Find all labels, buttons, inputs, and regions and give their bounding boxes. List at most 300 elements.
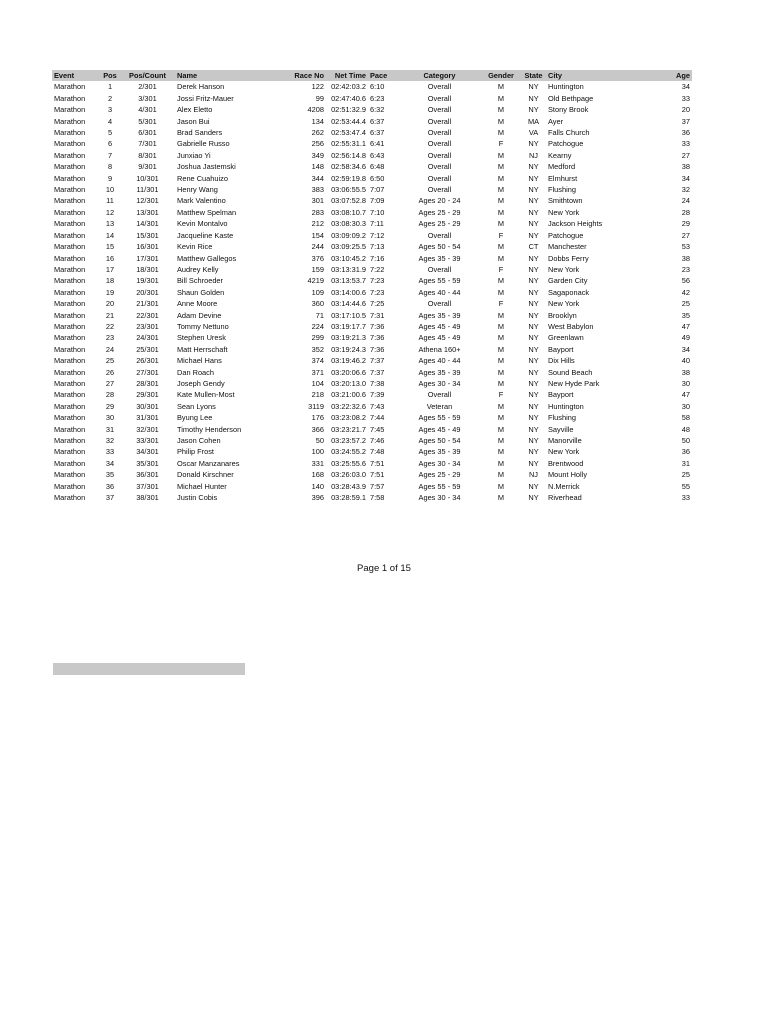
cell-race-no: 283	[311, 207, 324, 217]
cell-race-no: 4219	[307, 276, 324, 286]
cell-race-no: 244	[311, 242, 324, 252]
column-header-name: Name	[175, 70, 276, 81]
column-header-net-time: Net Time	[326, 70, 368, 81]
cell-pos: 16	[105, 253, 115, 263]
cell-pos: 19	[105, 287, 115, 297]
cell-pace: 7:46	[370, 436, 385, 445]
cell-city: Bayport	[548, 390, 574, 400]
cell-category: Overall	[427, 116, 452, 126]
cell-name: Sean Lyons	[177, 401, 216, 411]
cell-race-no: 352	[311, 344, 324, 354]
cell-pace: 7:51	[370, 470, 385, 480]
cell-state: NY	[528, 321, 539, 331]
cell-net-time: 03:08:30.3	[331, 219, 366, 229]
cell-gender: M	[497, 242, 505, 252]
cell-age: 53	[681, 242, 690, 252]
cell-city: Kearny	[548, 150, 572, 160]
cell-event: Marathon	[54, 207, 86, 217]
cell-race-no: 71	[315, 310, 324, 320]
table-row	[52, 241, 692, 252]
cell-name: Jossi Fritz-Mauer	[177, 93, 234, 103]
cell-race-no: 344	[311, 173, 324, 183]
cell-city: Bayport	[548, 344, 574, 354]
cell-pos: 5	[107, 128, 113, 138]
cell-name: Matt Herrschaft	[177, 344, 228, 354]
cell-city: Garden City	[548, 276, 588, 286]
cell-category: Ages 45 - 49	[418, 321, 461, 331]
cell-city: Mount Holly	[548, 470, 588, 480]
cell-age: 24	[681, 196, 690, 206]
cell-pace: 7:07	[370, 185, 385, 195]
cell-pace: 6:50	[370, 173, 385, 183]
cell-pos-count: 26/301	[136, 356, 159, 366]
cell-city: Greenlawn	[548, 333, 584, 343]
cell-age: 36	[681, 447, 690, 457]
cell-gender: M	[497, 401, 505, 411]
cell-pos-count: 16/301	[136, 242, 159, 252]
cell-age: 25	[681, 299, 690, 309]
cell-pos-count: 10/301	[136, 173, 159, 183]
cell-category: Overall	[427, 82, 452, 92]
cell-state: NY	[528, 493, 539, 503]
table-row	[52, 344, 692, 355]
cell-race-no: 299	[311, 333, 324, 343]
cell-pos-count: 30/301	[136, 401, 159, 411]
cell-pos-count: 24/301	[136, 333, 159, 343]
cell-gender: M	[497, 116, 505, 126]
cell-name: Gabrielle Russo	[177, 139, 230, 149]
cell-city: Sagaponack	[548, 287, 590, 297]
cell-state: NY	[528, 93, 539, 103]
table-row	[52, 287, 692, 298]
cell-pos-count: 19/301	[136, 276, 159, 286]
cell-race-no: 109	[311, 287, 324, 297]
cell-pos-count: 8/301	[138, 150, 157, 160]
cell-category: Ages 40 - 44	[418, 287, 461, 297]
cell-pace: 6:41	[370, 139, 385, 149]
cell-net-time: 02:42:03.2	[331, 82, 366, 92]
cell-event: Marathon	[54, 424, 86, 434]
cell-gender: M	[497, 436, 505, 445]
table-row	[52, 93, 692, 104]
cell-category: Ages 25 - 29	[418, 207, 461, 217]
cell-category: Ages 30 - 34	[418, 378, 461, 388]
cell-category: Ages 45 - 49	[418, 333, 461, 343]
table-row	[52, 389, 692, 400]
cell-state: NY	[528, 333, 539, 343]
cell-city: New York	[548, 264, 580, 274]
cell-gender: F	[498, 264, 504, 274]
cell-category: Overall	[427, 128, 452, 138]
cell-pos: 1	[107, 82, 113, 92]
cell-gender: M	[497, 424, 505, 434]
cell-net-time: 02:56:14.8	[331, 150, 366, 160]
table-row	[52, 275, 692, 286]
cell-age: 32	[681, 185, 690, 195]
cell-age: 38	[681, 367, 690, 377]
cell-city: Ayer	[548, 116, 564, 126]
cell-state: NJ	[528, 470, 539, 480]
cell-gender: M	[497, 162, 505, 172]
cell-net-time: 02:53:47.4	[331, 128, 366, 138]
cell-name: Jason Cohen	[177, 436, 221, 445]
cell-race-no: 371	[311, 367, 324, 377]
cell-category: Ages 30 - 34	[418, 458, 461, 468]
cell-age: 31	[681, 458, 690, 468]
cell-event: Marathon	[54, 310, 86, 320]
cell-event: Marathon	[54, 299, 86, 309]
cell-name: Bill Schroeder	[177, 276, 224, 286]
gray-bar	[53, 663, 245, 675]
cell-city: Flushing	[548, 413, 576, 423]
cell-pos: 17	[105, 264, 115, 274]
cell-race-no: 349	[311, 150, 324, 160]
cell-pos-count: 35/301	[136, 458, 159, 468]
cell-pos: 36	[105, 481, 115, 491]
cell-state: NY	[528, 356, 539, 366]
cell-gender: M	[497, 447, 505, 457]
cell-event: Marathon	[54, 128, 86, 138]
cell-pos: 7	[107, 150, 113, 160]
cell-pace: 7:57	[370, 481, 385, 491]
cell-state: NY	[528, 390, 539, 400]
cell-pos-count: 29/301	[136, 390, 159, 400]
cell-event: Marathon	[54, 413, 86, 423]
cell-event: Marathon	[54, 105, 86, 115]
cell-state: NY	[528, 413, 539, 423]
cell-pos-count: 4/301	[138, 105, 157, 115]
cell-event: Marathon	[54, 82, 86, 92]
cell-city: Manchester	[548, 242, 587, 252]
cell-pace: 7:25	[370, 299, 385, 309]
cell-city: New York	[548, 207, 580, 217]
cell-age: 34	[681, 82, 690, 92]
cell-name: Stephen Uresk	[177, 333, 226, 343]
cell-pace: 7:37	[370, 367, 385, 377]
cell-name: Michael Hans	[177, 356, 222, 366]
cell-race-no: 212	[311, 219, 324, 229]
cell-pace: 7:43	[370, 401, 385, 411]
cell-net-time: 02:55:31.1	[331, 139, 366, 149]
cell-gender: M	[497, 253, 505, 263]
cell-name: Matthew Spelman	[177, 207, 237, 217]
cell-gender: M	[497, 367, 505, 377]
cell-race-no: 134	[311, 116, 324, 126]
cell-city: New Hyde Park	[548, 378, 600, 388]
cell-age: 34	[681, 173, 690, 183]
cell-city: West Babylon	[548, 321, 594, 331]
cell-state: NY	[528, 287, 539, 297]
cell-event: Marathon	[54, 242, 86, 252]
cell-pos-count: 34/301	[136, 447, 159, 457]
table-row	[52, 116, 692, 127]
cell-pace: 7:38	[370, 378, 385, 388]
cell-city: Brooklyn	[548, 310, 577, 320]
cell-pos-count: 13/301	[136, 207, 159, 217]
table-row	[52, 138, 692, 149]
cell-pos-count: 31/301	[136, 413, 159, 423]
cell-name: Audrey Kelly	[177, 264, 219, 274]
cell-gender: M	[497, 276, 505, 286]
cell-state: MA	[527, 116, 540, 126]
cell-pos-count: 38/301	[136, 493, 159, 503]
cell-city: New York	[548, 299, 580, 309]
cell-net-time: 02:53:44.4	[331, 116, 366, 126]
cell-gender: M	[497, 458, 505, 468]
column-header-pos: Pos	[100, 70, 120, 81]
cell-net-time: 03:06:55.5	[331, 185, 366, 195]
cell-race-no: 376	[311, 253, 324, 263]
cell-net-time: 02:59:19.8	[331, 173, 366, 183]
cell-race-no: 218	[311, 390, 324, 400]
cell-category: Veteran	[426, 401, 453, 411]
cell-race-no: 4208	[307, 105, 324, 115]
cell-event: Marathon	[54, 333, 86, 343]
cell-event: Marathon	[54, 321, 86, 331]
cell-name: Jacqueline Kaste	[177, 230, 234, 240]
cell-city: Sayville	[548, 424, 574, 434]
cell-city: Patchogue	[548, 230, 584, 240]
cell-age: 47	[681, 390, 690, 400]
cell-state: NY	[528, 105, 539, 115]
table-row	[52, 378, 692, 389]
cell-race-no: 374	[311, 356, 324, 366]
cell-gender: F	[498, 390, 504, 400]
column-header-age: Age	[624, 70, 692, 81]
cell-gender: M	[497, 173, 505, 183]
column-header-pace: Pace	[368, 70, 398, 81]
cell-age: 33	[681, 493, 690, 503]
cell-state: NY	[528, 378, 539, 388]
cell-name: Matthew Gallegos	[177, 253, 237, 263]
cell-net-time: 03:10:45.2	[331, 253, 366, 263]
cell-pos-count: 27/301	[136, 367, 159, 377]
table-row	[52, 469, 692, 480]
cell-event: Marathon	[54, 436, 86, 445]
cell-category: Ages 25 - 29	[418, 470, 461, 480]
table-row	[52, 253, 692, 264]
cell-gender: M	[497, 356, 505, 366]
cell-race-no: 331	[311, 458, 324, 468]
cell-pace: 6:37	[370, 116, 385, 126]
cell-pos-count: 3/301	[138, 93, 157, 103]
table-row	[52, 161, 692, 172]
cell-name: Michael Hunter	[177, 481, 227, 491]
header-row	[52, 70, 692, 81]
cell-state: NY	[528, 367, 539, 377]
cell-net-time: 03:09:25.5	[331, 242, 366, 252]
cell-category: Ages 55 - 59	[418, 413, 461, 423]
cell-age: 29	[681, 219, 690, 229]
cell-net-time: 02:47:40.6	[331, 93, 366, 103]
cell-category: Overall	[427, 173, 452, 183]
cell-state: NY	[528, 310, 539, 320]
cell-state: NJ	[528, 150, 539, 160]
cell-pos: 22	[105, 321, 115, 331]
cell-net-time: 03:14:44.6	[331, 299, 366, 309]
table-row	[52, 230, 692, 241]
cell-state: NY	[528, 401, 539, 411]
cell-pos-count: 7/301	[138, 139, 157, 149]
column-header-gender: Gender	[481, 70, 521, 81]
cell-event: Marathon	[54, 230, 86, 240]
page-number: Page 1 of 15	[357, 563, 411, 574]
cell-category: Overall	[427, 139, 452, 149]
cell-state: NY	[528, 219, 539, 229]
cell-age: 27	[681, 150, 690, 160]
cell-name: Junxiao Yi	[177, 150, 211, 160]
table-row	[52, 184, 692, 195]
cell-pos: 10	[105, 185, 115, 195]
cell-net-time: 03:14:00.6	[331, 287, 366, 297]
cell-net-time: 03:28:43.9	[331, 481, 366, 491]
cell-pos: 33	[105, 447, 115, 457]
table-row	[52, 367, 692, 378]
cell-name: Rene Cuahuizo	[177, 173, 228, 183]
cell-category: Ages 35 - 39	[418, 253, 461, 263]
cell-name: Brad Sanders	[177, 128, 223, 138]
cell-category: Overall	[427, 299, 452, 309]
cell-event: Marathon	[54, 162, 86, 172]
cell-name: Derek Hanson	[177, 82, 225, 92]
cell-race-no: 301	[311, 196, 324, 206]
results-table	[52, 70, 692, 503]
cell-gender: M	[497, 219, 505, 229]
cell-race-no: 262	[311, 128, 324, 138]
cell-pace: 7:39	[370, 390, 385, 400]
column-header-category: Category	[398, 70, 481, 81]
table-row	[52, 264, 692, 275]
cell-state: NY	[528, 162, 539, 172]
cell-age: 38	[681, 162, 690, 172]
cell-race-no: 168	[311, 470, 324, 480]
cell-pos: 18	[105, 276, 115, 286]
table-row	[52, 104, 692, 115]
cell-category: Ages 25 - 29	[418, 219, 461, 229]
cell-event: Marathon	[54, 356, 86, 366]
cell-race-no: 366	[311, 424, 324, 434]
cell-net-time: 02:51:32.9	[331, 105, 366, 115]
cell-age: 40	[681, 356, 690, 366]
cell-category: Ages 50 - 54	[418, 436, 461, 445]
cell-city: Dix Hills	[548, 356, 575, 366]
cell-pace: 6:23	[370, 93, 385, 103]
cell-age: 33	[681, 139, 690, 149]
cell-pos-count: 17/301	[136, 253, 159, 263]
cell-gender: M	[497, 93, 505, 103]
table-row	[52, 207, 692, 218]
cell-pos: 20	[105, 299, 115, 309]
table-row	[52, 492, 692, 503]
cell-pos-count: 22/301	[136, 310, 159, 320]
cell-city: Stony Brook	[548, 105, 589, 115]
column-header-state: State	[521, 70, 546, 81]
cell-category: Ages 30 - 34	[418, 493, 461, 503]
cell-state: NY	[528, 424, 539, 434]
cell-race-no: 50	[315, 436, 324, 445]
cell-pos-count: 5/301	[138, 116, 157, 126]
cell-net-time: 03:23:08.2	[331, 413, 366, 423]
cell-state: NY	[528, 276, 539, 286]
cell-city: New York	[548, 447, 580, 457]
cell-age: 47	[681, 321, 690, 331]
cell-state: NY	[528, 230, 539, 240]
cell-city: Smithtown	[548, 196, 583, 206]
table-row	[52, 481, 692, 492]
cell-age: 25	[681, 470, 690, 480]
cell-category: Overall	[427, 150, 452, 160]
cell-state: NY	[528, 185, 539, 195]
cell-gender: M	[497, 333, 505, 343]
cell-gender: M	[497, 321, 505, 331]
cell-category: Overall	[427, 390, 452, 400]
cell-age: 28	[681, 207, 690, 217]
cell-state: NY	[528, 139, 539, 149]
cell-event: Marathon	[54, 493, 86, 503]
column-header-city: City	[546, 70, 624, 81]
cell-pace: 7:58	[370, 493, 385, 503]
cell-pos: 27	[105, 378, 115, 388]
cell-category: Ages 45 - 49	[418, 424, 461, 434]
cell-category: Overall	[427, 185, 452, 195]
cell-pos-count: 23/301	[136, 321, 159, 331]
cell-pos: 9	[107, 173, 113, 183]
cell-pace: 7:22	[370, 264, 385, 274]
cell-pos-count: 12/301	[136, 196, 159, 206]
table-body	[52, 81, 692, 503]
cell-pos-count: 2/301	[138, 82, 157, 92]
cell-pos-count: 28/301	[136, 378, 159, 388]
cell-race-no: 148	[311, 162, 324, 172]
cell-name: Timothy Henderson	[177, 424, 242, 434]
cell-city: Patchogue	[548, 139, 584, 149]
cell-race-no: 122	[311, 82, 324, 92]
column-header-event: Event	[52, 70, 100, 81]
cell-pace: 6:43	[370, 150, 385, 160]
cell-pos: 32	[105, 436, 115, 445]
cell-state: NY	[528, 264, 539, 274]
table-row	[52, 173, 692, 184]
cell-category: Ages 35 - 39	[418, 447, 461, 457]
table-row	[52, 81, 692, 92]
cell-state: NY	[528, 436, 539, 445]
table-row	[52, 195, 692, 206]
cell-name: Byung Lee	[177, 413, 213, 423]
cell-name: Anne Moore	[177, 299, 218, 309]
cell-name: Jason Bui	[177, 116, 210, 126]
cell-category: Overall	[427, 264, 452, 274]
cell-net-time: 03:20:13.0	[331, 378, 366, 388]
cell-pos: 28	[105, 390, 115, 400]
cell-name: Dan Roach	[177, 367, 214, 377]
cell-race-no: 140	[311, 481, 324, 491]
table-row	[52, 401, 692, 412]
table-row	[52, 150, 692, 161]
cell-name: Donald Kirschner	[177, 470, 234, 480]
cell-age: 48	[681, 424, 690, 434]
cell-city: Elmhurst	[548, 173, 578, 183]
cell-pos-count: 20/301	[136, 287, 159, 297]
cell-gender: M	[497, 185, 505, 195]
cell-state: NY	[528, 481, 539, 491]
cell-pos: 8	[107, 162, 113, 172]
cell-name: Alex Eletto	[177, 105, 213, 115]
cell-pos: 3	[107, 105, 113, 115]
cell-name: Joshua Jastemski	[177, 162, 236, 172]
table-row	[52, 446, 692, 457]
cell-gender: F	[498, 299, 504, 309]
cell-age: 30	[681, 401, 690, 411]
